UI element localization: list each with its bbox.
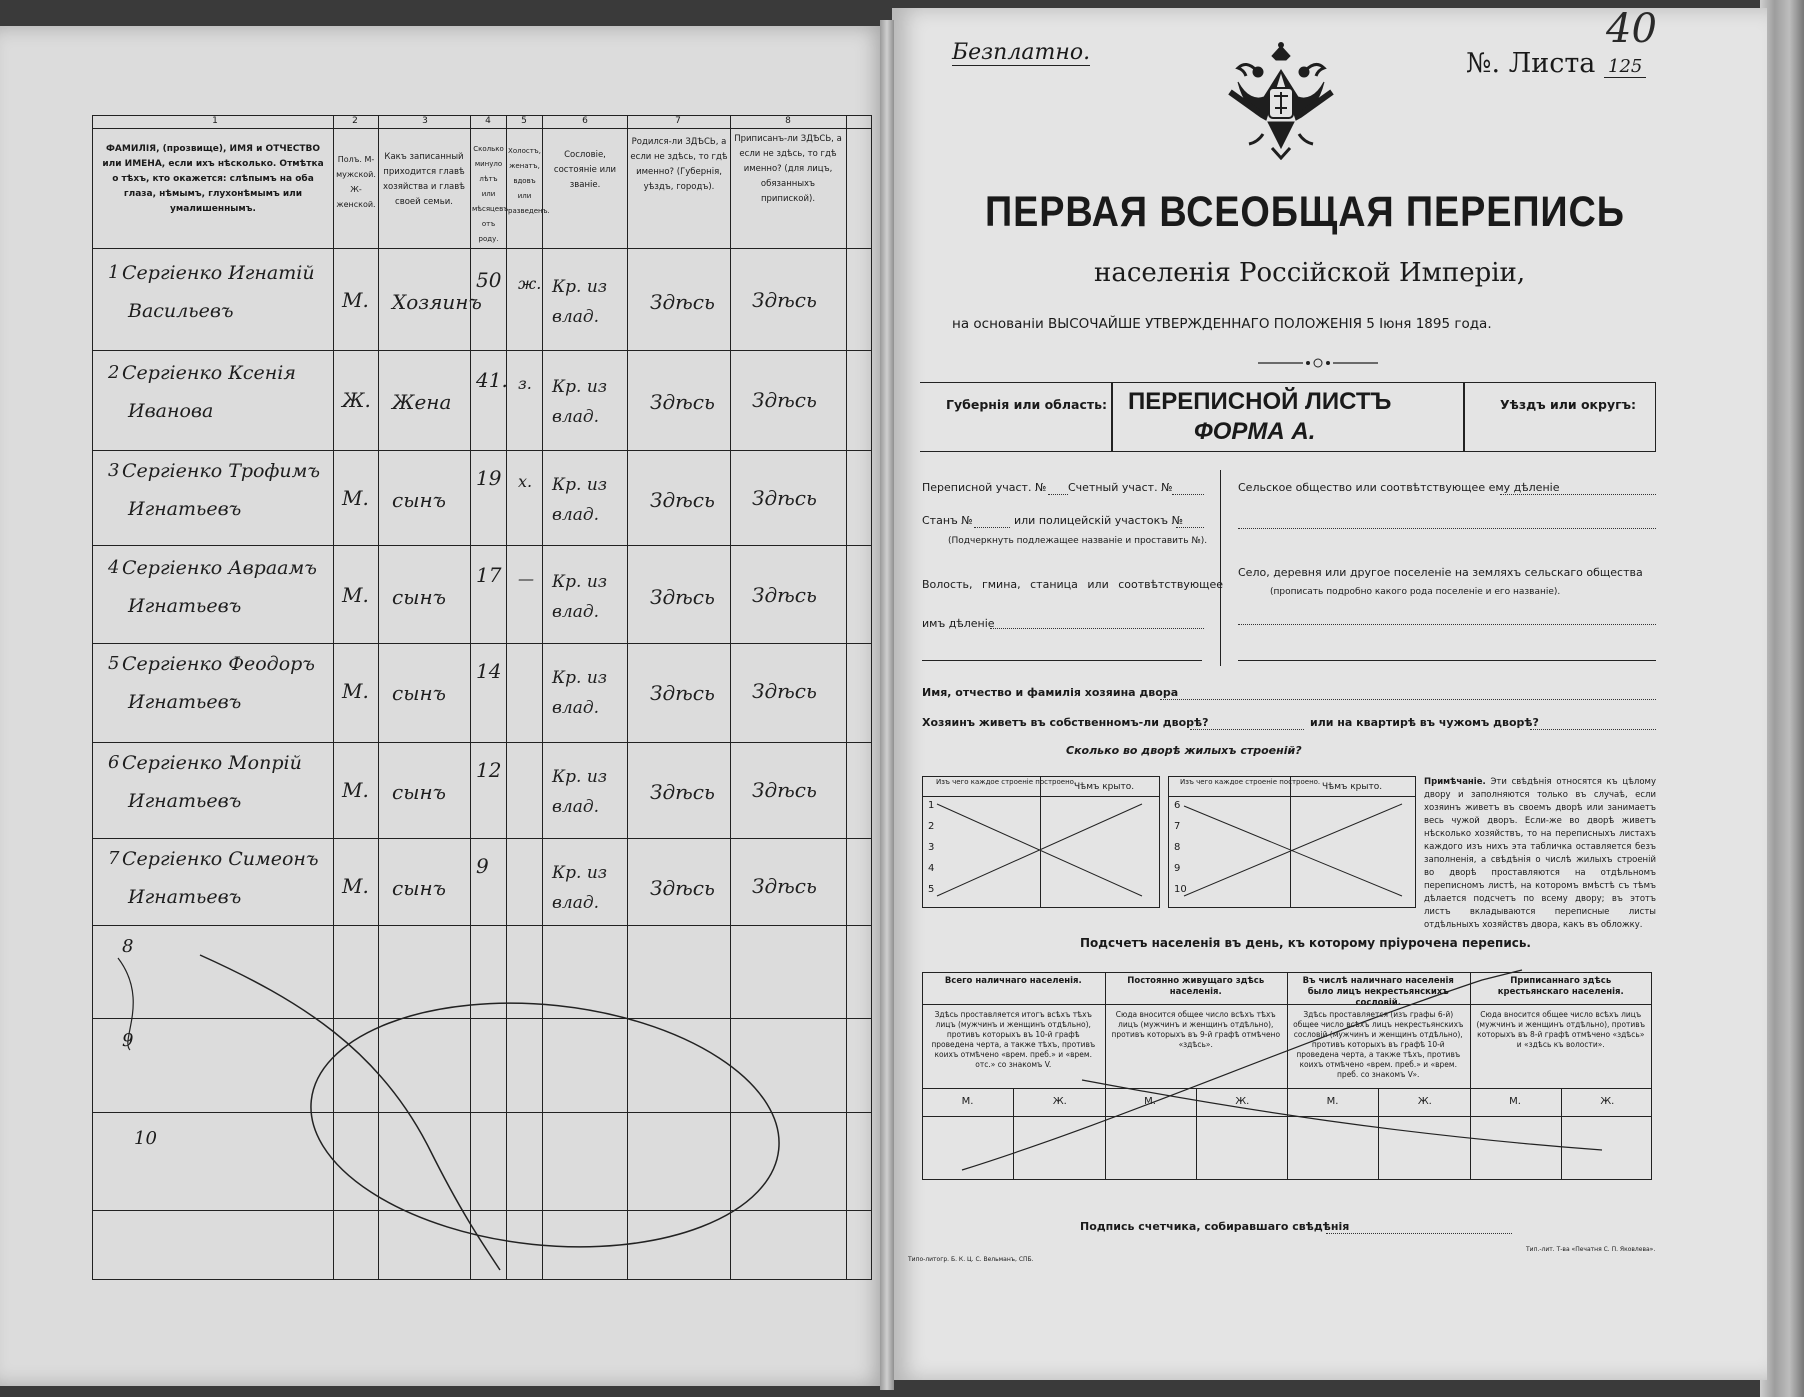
building-row-num: 2 xyxy=(928,821,935,832)
ornament-divider xyxy=(1258,355,1378,371)
row-sex: М. xyxy=(342,583,369,607)
row-sex: М. xyxy=(342,486,369,510)
buildings-note xyxy=(1424,776,1656,932)
row-born: Здѣсь xyxy=(650,681,715,705)
or-rent-label: или на квартирѣ въ чужомъ дворѣ? xyxy=(1310,716,1539,729)
row-sex: М. xyxy=(342,778,369,802)
row-sex: Ж. xyxy=(342,388,371,412)
form-subtitle: ФОРМА А. xyxy=(1194,418,1316,445)
row-marital: з. xyxy=(518,374,532,393)
row-relation: сынъ xyxy=(392,876,446,900)
row-registered: Здѣсь xyxy=(752,486,817,510)
row-marital: х. xyxy=(518,472,533,491)
bt-left-col1: Изъ чего каждое строеніе построено. xyxy=(936,778,1077,786)
owner-lives-label: Хозяинъ живетъ въ собственномъ-ли дворѣ? xyxy=(922,716,1209,729)
police-district-label: или полицейскій участокъ № xyxy=(1014,514,1184,527)
row-estate: Кр. из влад. xyxy=(552,475,608,525)
count-col-head: Приписаннаго здѣсь крестьянскаго населенія. xyxy=(1497,976,1624,997)
row-name-line1: Сергіенко Мопрій xyxy=(122,752,302,774)
row-born: Здѣсь xyxy=(650,290,715,314)
count-col-body: Сюда вносится общее число всѣхъ тѣхъ лицъ (мужчинъ и женщинъ отдѣльно), противъ которыхъ въ 9-й графѣ отмѣчено «здѣсь». xyxy=(1111,1010,1281,1049)
building-row-num: 10 xyxy=(1174,884,1187,895)
row-registered: Здѣсь xyxy=(752,679,817,703)
sheet-number-label xyxy=(1466,48,1646,79)
header-born: Родился-ли ЗДѢСЬ, а если не здѣсь, то гдѣ именно? (Губернія, уѣздъ, городъ). xyxy=(630,137,728,192)
count-col-body: Здѣсь проставляется (изъ графы 6-й) общее число всѣхъ лицъ некрестьянскихъ сословій (мужчинъ и женщинъ отдѣльно), противъ которыхъ въ графѣ 10-й проведена черта, а также тѣхъ, противъ коихъ отмѣчено «врем. преб.» и «врем. преб. со знакомъ V». xyxy=(1293,1010,1464,1079)
building-row-num: 7 xyxy=(1174,821,1181,832)
header-estate: Сословіе, состояніе или званіе. xyxy=(553,150,617,190)
female-label: Ж. xyxy=(1600,1096,1615,1107)
row-registered: Здѣсь xyxy=(752,388,817,412)
col-num-1: 1 xyxy=(212,116,218,126)
village-label: Село, деревня или другое поселеніе на земляхъ сельскаго общества xyxy=(1238,566,1643,579)
counting-district-label: Счетный участ. № xyxy=(1068,481,1173,494)
row-number: 3 xyxy=(108,460,120,481)
row-name-line2: Игнатьевъ xyxy=(128,691,242,713)
province-box xyxy=(920,382,1112,452)
row-name-line2: Игнатьевъ xyxy=(128,886,242,908)
row-registered: Здѣсь xyxy=(752,778,817,802)
row-sex: М. xyxy=(342,288,369,312)
header-relation: Какъ записанный приходится главѣ хозяйства и главѣ своей семьи. xyxy=(383,152,465,207)
row-name-line2: Иванова xyxy=(128,400,214,422)
col-num-8: 8 xyxy=(785,116,791,126)
row-marital: — xyxy=(518,569,534,588)
building-row-num: 5 xyxy=(928,884,935,895)
count-col-body: Здѣсь проставляется итогъ всѣхъ тѣхъ лицъ (мужчинъ и женщинъ отдѣльно), противъ которыхъ въ 10-й графѣ проведена черта, а также тѣхъ, противъ коихъ отмѣчено «врем. преб.» и «врем. отс.» со знакомъ V. xyxy=(931,1010,1096,1069)
row-name-line2: Васильевъ xyxy=(128,300,234,322)
row-relation: Хозяинъ xyxy=(392,290,482,314)
bt-right-col2: Чѣмъ крыто. xyxy=(1322,782,1383,792)
page-title: ПЕРВАЯ ВСЕОБЩАЯ ПЕРЕПИСЬ xyxy=(985,188,1625,236)
row-number-10: 10 xyxy=(134,1128,157,1149)
col-num-6: 6 xyxy=(582,116,588,126)
count-col-head: Въ числѣ наличнаго населенія было лицъ некрестьянскихъ сословій. xyxy=(1302,976,1454,1008)
female-label: Ж. xyxy=(1417,1096,1432,1107)
col-num-3: 3 xyxy=(422,116,428,126)
row-born: Здѣсь xyxy=(650,488,715,512)
row-number: 4 xyxy=(108,557,120,578)
row-relation: сынъ xyxy=(392,488,446,512)
census-district-field xyxy=(922,481,1046,494)
row-number-8: 8 xyxy=(122,936,134,957)
female-label: Ж. xyxy=(1052,1096,1067,1107)
volost-label: Волость, гмина, станица или соотвѣтствующее xyxy=(922,578,1224,591)
sheet-number-value: 125 xyxy=(1604,56,1646,78)
corner-pencil-mark: 40 xyxy=(1606,6,1657,52)
row-relation: Жена xyxy=(392,390,452,414)
male-label: М. xyxy=(1144,1096,1156,1107)
volost-label-2: имъ дѣленіе xyxy=(922,617,995,630)
row-estate: Кр. из влад. xyxy=(552,572,608,622)
row-number: 5 xyxy=(108,653,120,674)
buildings-question: Сколько во дворѣ жилыхъ строеній? xyxy=(1066,744,1302,757)
row-registered: Здѣсь xyxy=(752,583,817,607)
building-row-num: 1 xyxy=(928,800,935,811)
count-col-body: Сюда вносится общее число всѣхъ лицъ (мужчинъ и женщинъ отдѣльно), противъ которыхъ въ 8-й графѣ отмѣчено «здѣсь» и «здѣсь къ волости». xyxy=(1476,1010,1646,1049)
building-row-num: 6 xyxy=(1174,800,1181,811)
ink-oval xyxy=(299,981,792,1269)
row-age: 9 xyxy=(476,854,489,878)
row-age: 50 xyxy=(476,268,502,292)
row-number-9: 9 xyxy=(122,1030,134,1051)
printer-left: Типо-литогр. Б. К. Ц. С. Вельманъ, СПБ. xyxy=(908,1256,1034,1263)
census-district-label: Переписной участ. № xyxy=(922,481,1047,494)
row-born: Здѣсь xyxy=(650,585,715,609)
rural-society-label: Сельское общество или соотвѣтствующее ему дѣленіе xyxy=(1238,481,1560,494)
row-age: 41. xyxy=(476,368,508,392)
male-label: М. xyxy=(961,1096,974,1107)
col-num-4: 4 xyxy=(485,116,491,126)
page-subtitle: населенія Россійской Имперіи, xyxy=(1094,258,1526,288)
row-age: 19 xyxy=(476,466,502,490)
village-note: (прописать подробно какого рода поселеніе и его названіе). xyxy=(1270,587,1561,597)
row-name-line1: Сергіенко Феодоръ xyxy=(122,653,315,675)
row-born: Здѣсь xyxy=(650,876,715,900)
header-registered: Приписанъ-ли ЗДѢСЬ, а если не здѣсь, то гдѣ именно? (для лицъ, обязанныхъ припиской). xyxy=(734,134,842,204)
row-name-line1: Сергіенко Ксенія xyxy=(122,362,296,384)
ink-stroke xyxy=(200,955,500,1270)
row-age: 12 xyxy=(476,758,502,782)
count-col-head: Всего наличнаго населенія. xyxy=(944,976,1082,986)
district-label: Уѣздъ или округъ: xyxy=(1500,397,1637,412)
province-label: Губернія или область: xyxy=(946,397,1108,412)
header-sex: Полъ. М-мужской. Ж-женской. xyxy=(336,155,376,209)
ink-stroke xyxy=(118,958,133,1050)
female-label: Ж. xyxy=(1235,1096,1250,1107)
signature-label: Подпись счетчика, собиравшаго свѣдѣнія xyxy=(1080,1220,1350,1233)
row-number: 2 xyxy=(108,362,120,383)
building-row-num: 9 xyxy=(1174,863,1181,874)
row-estate: Кр. из влад. xyxy=(552,277,608,327)
note-title: Примѣчаніе. xyxy=(1424,777,1486,787)
building-row-num: 4 xyxy=(928,863,935,874)
row-name-line2: Игнатьевъ xyxy=(128,790,242,812)
header-name: ФАМИЛІЯ, (прозвище), ИМЯ и ОТЧЕСТВО или ИМЕНА, если ихъ нѣсколько. Отмѣтка о тѣхъ, кто окажется: слѣпымъ на оба глаза, нѣмымъ, глухонѣмымъ или умалишеннымъ. xyxy=(102,144,324,214)
district-box xyxy=(1464,382,1656,452)
bt-left-col2: Чѣмъ крыто. xyxy=(1074,782,1135,792)
buildings-crossout xyxy=(922,796,1416,908)
row-name-line1: Сергіенко Игнатій xyxy=(122,262,315,284)
row-relation: сынъ xyxy=(392,681,446,705)
male-label: М. xyxy=(1509,1096,1521,1107)
row-name-line2: Игнатьевъ xyxy=(128,498,242,520)
male-label: М. xyxy=(1326,1096,1339,1107)
row-estate: Кр. из влад. xyxy=(552,863,608,913)
row-number: 7 xyxy=(108,848,120,869)
count-col-head: Постоянно живущаго здѣсь населенія. xyxy=(1127,976,1265,997)
stan-label: Станъ № xyxy=(922,514,973,527)
counting-district-field xyxy=(1068,481,1173,494)
row-marital: ж. xyxy=(518,274,542,293)
row-relation: сынъ xyxy=(392,585,446,609)
row-number: 6 xyxy=(108,752,120,773)
row-age: 17 xyxy=(476,563,502,587)
legal-basis: на основаніи ВЫСОЧАЙШЕ УТВЕРЖДЕННАГО ПОЛОЖЕНІЯ 5 Іюня 1895 года. xyxy=(952,316,1492,332)
row-relation: сынъ xyxy=(392,780,446,804)
row-born: Здѣсь xyxy=(650,390,715,414)
row-age: 14 xyxy=(476,659,502,683)
free-label: Безплатно. xyxy=(952,40,1091,65)
row-born: Здѣсь xyxy=(650,780,715,804)
row-sex: М. xyxy=(342,679,369,703)
header-marital: Холостъ, женатъ, вдовъ или разведенъ. xyxy=(508,147,550,215)
double-headed-eagle-emblem xyxy=(1228,42,1334,160)
row-registered: Здѣсь xyxy=(752,288,817,312)
count-title: Подсчетъ населенія въ день, къ которому пріурочена перепись. xyxy=(1080,936,1531,950)
note-text: Эти свѣдѣнія относятся къ цѣлому двору и заполняются только въ случаѣ, если хозяинъ живетъ въ своемъ дворѣ или занимаетъ весь чужой дворъ. Если-же во дворѣ живетъ нѣсколько хозяйствъ, то на переписныхъ листахъ каждого изъ нихъ эта табличка оставляется безъ заполненія, а свѣдѣнія о числѣ жилыхъ строеній во дворѣ проставляются на отдѣльномъ переписномъ листѣ, на которомъ вмѣстѣ съ тѣмъ дѣлается подсчетъ по всему двору; въ этотъ листъ вкладываются переписные листы отдѣльныхъ хозяйствъ двора, какъ въ обложку. xyxy=(1424,777,1656,930)
row-name-line2: Игнатьевъ xyxy=(128,595,242,617)
form-title: ПЕРЕПИСНОЙ ЛИСТЪ xyxy=(1128,388,1392,415)
row-registered: Здѣсь xyxy=(752,874,817,898)
header-age: Сколько минуло лѣтъ или мѣсяцевъ отъ роду. xyxy=(472,145,509,243)
row-name-line1: Сергіенко Симеонъ xyxy=(122,848,319,870)
row-sex: М. xyxy=(342,874,369,898)
row-name-line1: Сергіенко Авраамъ xyxy=(122,557,317,579)
underline-note: (Подчеркнуть подлежащее названіе и проставить №). xyxy=(948,536,1208,546)
building-row-num: 8 xyxy=(1174,842,1181,853)
ink-strokes xyxy=(0,0,888,1397)
count-crossout xyxy=(922,960,1662,1180)
col-num-5: 5 xyxy=(521,116,527,126)
col-num-2: 2 xyxy=(352,116,358,126)
row-estate: Кр. из влад. xyxy=(552,377,608,427)
row-estate: Кр. из влад. xyxy=(552,767,608,817)
row-estate: Кр. из влад. xyxy=(552,668,608,718)
building-row-num: 3 xyxy=(928,842,935,853)
row-number: 1 xyxy=(108,262,120,283)
owner-name-label: Имя, отчество и фамилія хозяина двора xyxy=(922,686,1179,699)
bt-right-col1: Изъ чего каждое строеніе построено. xyxy=(1180,778,1321,786)
col-num-7: 7 xyxy=(675,116,681,126)
sheet-number-label-text: №. Листа xyxy=(1466,48,1596,79)
row-name-line1: Сергіенко Трофимъ xyxy=(122,460,321,482)
printer-right: Тип.-лит. Т-ва «Печатня С. П. Яковлева». xyxy=(1526,1246,1656,1253)
